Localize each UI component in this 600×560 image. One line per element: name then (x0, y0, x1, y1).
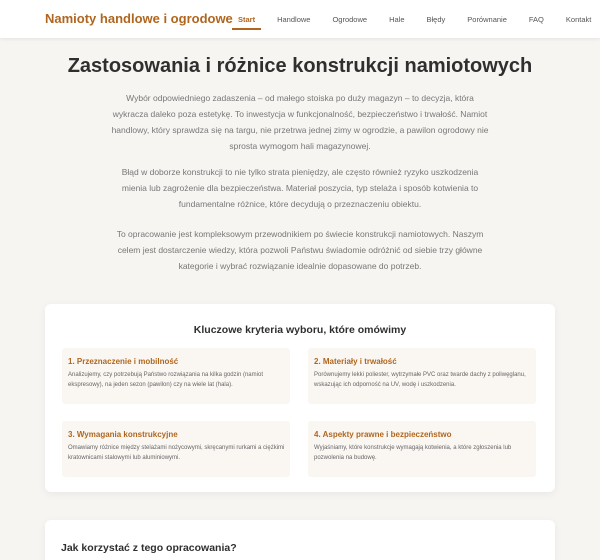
nav-start-label: Start (238, 14, 256, 24)
usage-title: Jak korzystać z tego opracowania? (61, 542, 237, 554)
nav-kontakt[interactable]: Kontakt (565, 14, 592, 24)
top-navbar (0, 0, 600, 38)
nav-bledy[interactable]: Błędy (426, 14, 446, 24)
criterion-item (308, 348, 536, 404)
page-title: Zastosowania i różnice konstrukcji namiotowych (67, 55, 533, 77)
criterion-title: 4. Aspekty prawne i bezpieczeństwo (314, 430, 452, 439)
intro-paragraph-1: Wybór odpowiedniego zadaszenia – od małego stoiska po duży magazyn – to decyzja, która wykracza daleko poza estetykę. To inwestycja w funkcjonalność, bezpieczeństwo i trwałość. Namiot handlowy, który sprawdza się na targu, nie przetrwa jednej zimy w ogrodzie, a pawilon ogrodowy nie sprosta wymogom hali magazynowej. (111, 93, 489, 151)
criterion-item (62, 421, 290, 477)
criterion-text: Omawiamy różnice między stelażami nożycowymi, skręcanymi rurkami a ciężkimi kratownicami stalowymi lub aluminiowymi. (68, 445, 285, 461)
criteria-title: Kluczowe kryteria wyboru, które omówimy (193, 324, 407, 336)
nav-porownanie[interactable]: Porównanie (467, 14, 507, 24)
criterion-title: 2. Materiały i trwałość (314, 357, 397, 366)
criterion-text: Wyjaśniamy, które konstrukcje wymagają kotwienia, a które zgłoszenia lub pozwolenia na budowę. (314, 445, 512, 461)
criterion-item (308, 421, 536, 477)
criterion-text: Porównujemy lekki poliester, wytrzymałe PVC oraz twarde dachy z poliwęglanu, wskazując ich odporność na UV, wodę i uszkodzenia. (314, 372, 526, 388)
criterion-text: Analizujemy, czy potrzebują Państwo rozwiązania na kilka godzin (namiot ekspresowy), na jeden sezon (pawilon) czy na wiele lat (hala). (68, 372, 263, 388)
active-nav-indicator (232, 28, 261, 30)
criterion-title: 3. Wymagania konstrukcyjne (68, 430, 178, 439)
main-nav (238, 0, 591, 38)
intro-paragraph-2: Błąd w doborze konstrukcji to nie tylko strata pieniędzy, ale często również ryzyko uszkodzenia mienia lub zagrożenie dla bezpieczeństwa. Materiał poszycia, typ stelaża i sposób kotwienia to fundamentalne różnice, które decydują o przeznaczeniu obiektu. (121, 167, 479, 209)
site-logo-link[interactable]: Namioty handlowe i ogrodowe (45, 11, 233, 26)
nav-start[interactable] (238, 15, 255, 24)
nav-handlowe[interactable]: Handlowe (277, 14, 311, 24)
criteria-card (45, 304, 555, 492)
criterion-title: 1. Przeznaczenie i mobilność (68, 357, 179, 366)
usage-card (45, 520, 555, 560)
intro-paragraph-3: To opracowanie jest kompleksowym przewodnikiem po świecie konstrukcji namiotowych. Naszym celem jest dostarczenie wiedzy, która pozwoli Państwu świadomie odróżnić od siebie trzy główne kategorie i wybrać rozwiązanie idealnie dopasowane do potrzeb. (116, 229, 484, 271)
criterion-item (62, 348, 290, 404)
nav-faq[interactable]: FAQ (528, 14, 544, 24)
nav-ogrodowe[interactable]: Ogrodowe (332, 14, 368, 24)
nav-hale[interactable]: Hale (389, 14, 405, 24)
